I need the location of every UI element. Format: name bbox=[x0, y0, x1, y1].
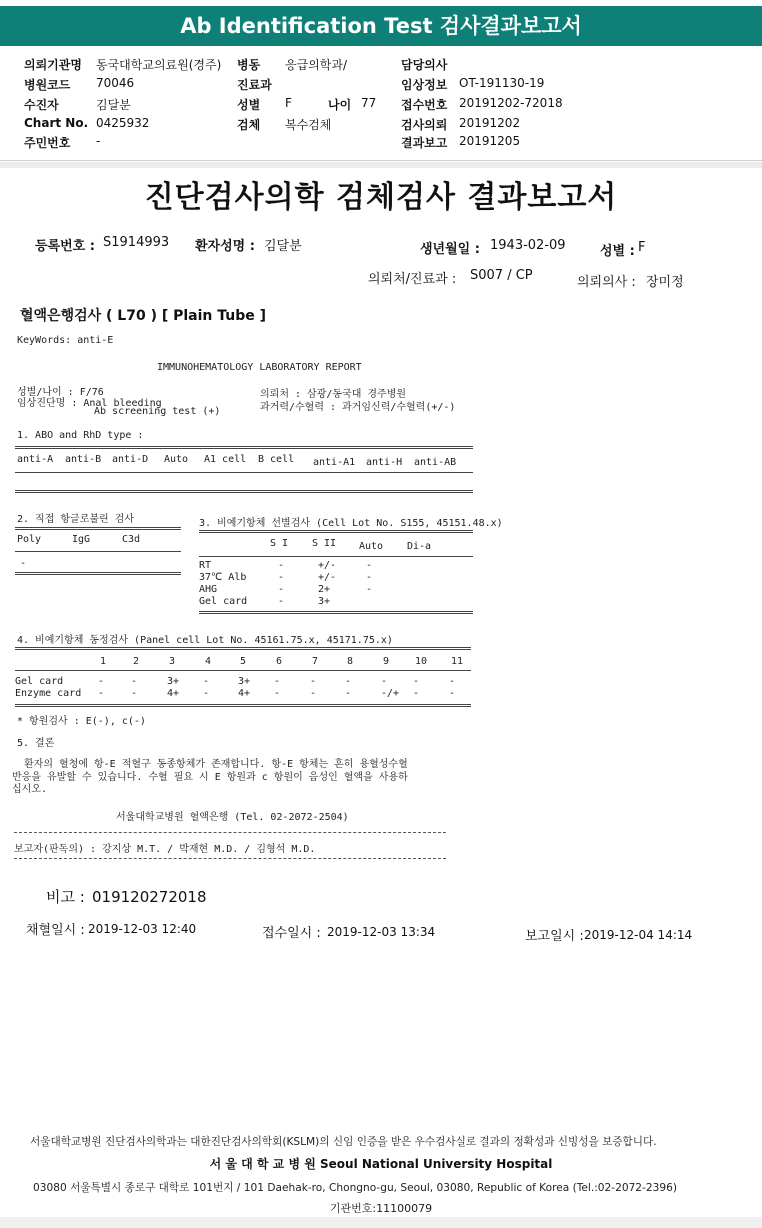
screening-cell: - bbox=[366, 560, 373, 571]
receive-label: 접수일시 : bbox=[262, 926, 321, 941]
requester-line: 의뢰처 : 삼광/동국대 경주병원 bbox=[260, 389, 407, 400]
panel-cell-number: 10 bbox=[415, 656, 428, 667]
patient-label: 수진자 bbox=[24, 98, 59, 112]
antigen-line: * 항원검사 : E(-), c(-) bbox=[17, 716, 146, 727]
rule bbox=[15, 670, 471, 671]
panel-cell: - bbox=[203, 676, 210, 687]
screening-row-label: AHG bbox=[199, 584, 218, 595]
conclusion-line: 환자의 혈청에 항-E 적혈구 동종항체가 존재합니다. 항-E 항체는 흔히 용혈성수혈 bbox=[24, 759, 408, 770]
keywords: KeyWords: anti-E bbox=[17, 335, 114, 346]
panel-cell-number: 7 bbox=[312, 656, 319, 667]
screening-row-label: Gel card bbox=[199, 596, 248, 607]
rule bbox=[15, 472, 473, 473]
panel-cell: - bbox=[98, 676, 105, 687]
abo-col-header: anti-AB bbox=[414, 457, 457, 468]
sex-age-line: 성별/나이 : F/76 bbox=[17, 387, 104, 398]
doctor-label: 의뢰의사 : bbox=[577, 275, 636, 290]
screening-cell: 2+ bbox=[318, 584, 331, 595]
patient-value: 김달분 bbox=[96, 98, 131, 112]
rule bbox=[14, 832, 446, 833]
receipt-no-value: 20191202-72018 bbox=[459, 96, 563, 110]
screening-cell: - bbox=[366, 572, 373, 583]
dept-code-label: 의뢰처/진료과 : bbox=[368, 272, 457, 287]
reg-no-value: S1914993 bbox=[103, 235, 170, 250]
panel-cell-number: 9 bbox=[383, 656, 390, 667]
receive-value: 2019-12-03 13:34 bbox=[327, 925, 436, 939]
panel-cell: - bbox=[345, 688, 352, 699]
diagnosis-line-2: Ab screening test (+) bbox=[94, 406, 221, 417]
clinical-info-value: OT-191130-19 bbox=[459, 76, 545, 90]
resident-no-label: 주민번호 bbox=[24, 136, 71, 150]
panel-cell: - bbox=[274, 676, 281, 687]
panel-cell: - bbox=[310, 676, 317, 687]
screening-col-header: S I bbox=[270, 538, 289, 549]
panel-cell: - bbox=[274, 688, 281, 699]
rule bbox=[15, 490, 473, 493]
panel-cell: - bbox=[310, 688, 317, 699]
rule bbox=[14, 858, 446, 859]
panel-cell: - bbox=[413, 688, 420, 699]
panel-cell: - bbox=[381, 676, 388, 687]
dat-section-title: 2. 직접 항글로불린 검사 bbox=[17, 514, 135, 525]
screening-cell: 3+ bbox=[318, 596, 331, 607]
dat-col-header: C3d bbox=[122, 534, 141, 545]
sex-label: 성별 bbox=[237, 98, 261, 112]
rule bbox=[15, 527, 181, 530]
conclusion-line: 반응을 유발할 수 있습니다. 수혈 필요 시 E 항원과 c 항원이 음성인 혈액을 사용하 bbox=[12, 772, 408, 783]
request-date-label: 검사의뢰 bbox=[401, 118, 448, 132]
collect-label: 채혈일시 : bbox=[26, 923, 85, 938]
dob-label: 생년월일 : bbox=[420, 242, 480, 257]
screening-col-header: Auto bbox=[359, 541, 384, 552]
panel-cell: - bbox=[449, 676, 456, 687]
patient-name-label: 환자성명 : bbox=[195, 239, 255, 254]
abo-col-header: anti-A1 bbox=[313, 457, 356, 468]
test-title: 혈액은행검사 ( L70 ) [ Plain Tube ] bbox=[20, 308, 267, 324]
certification-line: 서울대학교병원 진단검사의학과는 대한진단검사의학회(KSLM)의 신임 인증을 받은 우수검사실로 결과의 정확성과 신빙성을 보증합니다. bbox=[30, 1136, 657, 1148]
dept-code-value: S007 / CP bbox=[470, 268, 533, 283]
ward-value: 응급의학과/ bbox=[285, 58, 348, 72]
dob-value: 1943-02-09 bbox=[490, 238, 566, 253]
rule bbox=[15, 446, 473, 449]
screening-cell: +/- bbox=[318, 572, 337, 583]
dat-col-header: Poly bbox=[17, 534, 42, 545]
report-date-label: 결과보고 bbox=[401, 136, 448, 150]
report-sex-label: 성별 : bbox=[600, 244, 635, 259]
clinical-info-label: 임상정보 bbox=[401, 78, 448, 92]
panel-cell-number: 4 bbox=[205, 656, 212, 667]
panel-cell: - bbox=[413, 676, 420, 687]
blood-bank-line: 서울대학교병원 혈액은행 (Tel. 02-2072-2504) bbox=[116, 812, 349, 823]
age-label: 나이 bbox=[328, 98, 352, 112]
panel-cell-number: 1 bbox=[100, 656, 107, 667]
panel-cell: - bbox=[203, 688, 210, 699]
panel-cell: 3+ bbox=[167, 676, 180, 687]
panel-cell: - bbox=[131, 676, 138, 687]
institution-number: 기관번호:11100079 bbox=[329, 1202, 433, 1215]
ward-label: 병동 bbox=[237, 58, 261, 72]
reporter-line: 보고자(판독의) : 강지상 M.T. / 박재현 M.D. / 김형석 M.D. bbox=[14, 844, 316, 855]
screening-row-label: 37℃ Alb bbox=[199, 572, 247, 583]
page-bottom-edge bbox=[0, 1217, 762, 1228]
panel-cell: - bbox=[131, 688, 138, 699]
rule bbox=[199, 611, 473, 614]
panel-cell-number: 11 bbox=[451, 656, 464, 667]
screening-cell: - bbox=[278, 560, 285, 571]
abo-section-title: 1. ABO and RhD type : bbox=[17, 430, 144, 441]
panel-cell-number: 8 bbox=[347, 656, 354, 667]
age-value: 77 bbox=[361, 96, 377, 110]
rule bbox=[199, 556, 473, 557]
rule bbox=[15, 647, 471, 650]
screening-row-label: RT bbox=[199, 560, 212, 571]
panel-cell-number: 2 bbox=[133, 656, 140, 667]
report-main-title: 진단검사의학 검체검사 결과보고서 bbox=[144, 180, 618, 215]
screening-cell: +/- bbox=[318, 560, 337, 571]
abo-col-header: Auto bbox=[164, 454, 189, 465]
reported-label: 보고일시 : bbox=[525, 929, 584, 944]
specimen-value: 복수검체 bbox=[285, 118, 332, 132]
panel-cell-number: 6 bbox=[276, 656, 283, 667]
sex-value: F bbox=[285, 96, 292, 110]
rule bbox=[15, 572, 181, 575]
rule bbox=[15, 551, 181, 552]
remark-label: 비고 : bbox=[46, 888, 85, 906]
panel-row-label: Enzyme card bbox=[15, 688, 82, 699]
screening-section-title: 3. 비예기항체 선별검사 (Cell Lot No. S155, 45151.48.x) bbox=[199, 518, 503, 529]
screening-cell: - bbox=[366, 584, 373, 595]
header-shadow bbox=[0, 162, 762, 168]
hospital-code-label: 병원코드 bbox=[24, 78, 71, 92]
institution-value: 동국대학교의료원(경주) bbox=[96, 58, 222, 72]
specimen-label: 검체 bbox=[237, 118, 261, 132]
institution-label: 의뢰기관명 bbox=[24, 58, 82, 72]
physician-label: 담당의사 bbox=[401, 58, 448, 72]
rule bbox=[199, 530, 473, 533]
reported-value: 2019-12-04 14:14 bbox=[584, 928, 693, 942]
chart-no-label: Chart No. bbox=[24, 116, 89, 130]
reg-no-label: 등록번호 : bbox=[35, 239, 95, 254]
report-title-bar: Ab Identification Test 검사결과보고서 bbox=[0, 6, 762, 46]
panel-cell: - bbox=[345, 676, 352, 687]
hospital-name-kr: 서 울 대 학 교 병 원 bbox=[209, 1157, 316, 1171]
screening-col-header: S II bbox=[312, 538, 337, 549]
patient-name-value: 김달분 bbox=[264, 239, 302, 254]
panel-cell: 4+ bbox=[167, 688, 180, 699]
screening-cell: - bbox=[278, 572, 285, 583]
hospital-name-en: Seoul National University Hospital bbox=[320, 1157, 553, 1171]
panel-cell: 4+ bbox=[238, 688, 251, 699]
receipt-no-label: 접수번호 bbox=[401, 98, 448, 112]
dat-value: - bbox=[20, 558, 27, 569]
panel-cell: -/+ bbox=[381, 688, 400, 699]
screening-cell: - bbox=[278, 584, 285, 595]
report-date-value: 20191205 bbox=[459, 134, 521, 148]
panel-cell: 3+ bbox=[238, 676, 251, 687]
abo-col-header: anti-B bbox=[65, 454, 102, 465]
request-date-value: 20191202 bbox=[459, 116, 521, 130]
header-divider bbox=[0, 160, 762, 161]
diagnosis-line: 임상진단명 : Anal bleeding bbox=[17, 398, 162, 409]
screening-col-header: Di-a bbox=[407, 541, 432, 552]
hospital-name bbox=[0, 1155, 762, 1172]
history-line: 과거력/수혈력 : 과거임신력/수혈력(+/-) bbox=[260, 402, 456, 413]
screening-cell: - bbox=[278, 596, 285, 607]
abo-col-header: anti-D bbox=[112, 454, 149, 465]
dept-label: 진료과 bbox=[237, 78, 272, 92]
abo-col-header: anti-A bbox=[17, 454, 54, 465]
abo-col-header: A1 cell bbox=[204, 454, 247, 465]
chart-no-value: 0425932 bbox=[96, 116, 150, 130]
panel-cell: - bbox=[449, 688, 456, 699]
conclusion-line: 십시오. bbox=[12, 784, 48, 795]
conclusion-title: 5. 결론 bbox=[17, 738, 55, 749]
hospital-address: 03080 서울특별시 종로구 대학로 101번지 / 101 Daehak-ro, Chongno-gu, Seoul, 03080, Republic of Korea (Tel.:02-2072-2396) bbox=[33, 1182, 677, 1194]
hospital-code-value: 70046 bbox=[96, 76, 135, 90]
panel-cell-number: 3 bbox=[169, 656, 176, 667]
panel-row-label: Gel card bbox=[15, 676, 64, 687]
dat-col-header: IgG bbox=[72, 534, 91, 545]
abo-col-header: anti-H bbox=[366, 457, 403, 468]
resident-no-value: - bbox=[96, 134, 101, 148]
doctor-value: 장미정 bbox=[646, 275, 684, 290]
lab-report-title: IMMUNOHEMATOLOGY LABORATORY REPORT bbox=[157, 362, 362, 373]
remark-value: 019120272018 bbox=[92, 888, 207, 906]
report-sex-value: F bbox=[638, 240, 646, 255]
rule bbox=[15, 704, 471, 707]
identification-section-title: 4. 비예기항체 동정검사 (Panel cell Lot No. 45161.75.x, 45171.75.x) bbox=[17, 635, 393, 646]
panel-cell: - bbox=[98, 688, 105, 699]
panel-cell-number: 5 bbox=[240, 656, 247, 667]
collect-value: 2019-12-03 12:40 bbox=[88, 922, 197, 936]
abo-col-header: B cell bbox=[258, 454, 295, 465]
